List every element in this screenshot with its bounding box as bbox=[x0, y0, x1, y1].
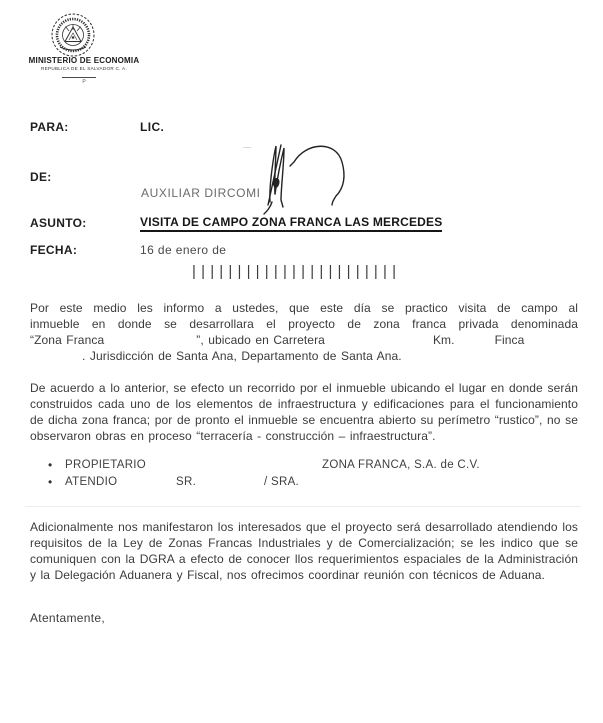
paragraph-1-line2: inmueble en donde se desarrollara el proyecto de zona franca privada denominada bbox=[30, 317, 578, 331]
faint-scan-line bbox=[25, 506, 581, 507]
field-value-de: AUXILIAR DIRCOMI bbox=[141, 186, 261, 200]
paragraph-2: De acuerdo a lo anterior, se efecto un recorrido por el inmueble ubicando el lugar en donde serán construidos cada uno de los elementos de infraestructura y edificaciones para el funcionamiento de dicha zona franca; por de pronto el inmueble se encuentra abierto su perímetro “rustico”, no se observaron obras en proceso “terracería - construcción – infraestructura”. bbox=[30, 381, 578, 443]
bullet-atendio-label: ATENDIO bbox=[65, 476, 118, 488]
p1-seg-carretera: ”, ubicado en Carretera bbox=[196, 333, 325, 347]
bullet-propietario-label: PROPIETARIO bbox=[65, 459, 147, 471]
subject-underlined-text: VISITA DE CAMPO ZONA FRANCA LAS MERCEDES bbox=[140, 215, 442, 232]
paragraph-1 bbox=[30, 300, 578, 364]
ministry-name: MINISTERIO DE ECONOMIA bbox=[28, 56, 140, 65]
paragraph-1-line4: . Jurisdicción de Santa Ana, Departamento de Santa Ana. bbox=[82, 349, 402, 363]
paragraph-1-line1: Por este medio les informo a ustedes, que este día se practico visita de campo al bbox=[30, 301, 578, 315]
paragraph-1-line3 bbox=[30, 332, 578, 348]
bullet-propietario bbox=[0, 459, 603, 476]
field-value-para: LIC. bbox=[140, 120, 165, 134]
redacted-gap bbox=[455, 343, 495, 344]
republic-line: REPUBLICA DE EL SALVADOR C. A. bbox=[40, 66, 127, 71]
field-value-fecha: 16 de enero de bbox=[140, 243, 227, 257]
redacted-gap bbox=[104, 343, 196, 344]
bullet-atendio bbox=[0, 476, 603, 493]
closing-line: Atentamente, bbox=[30, 611, 105, 625]
letterhead-divider bbox=[62, 77, 96, 78]
signature-scribble bbox=[250, 136, 360, 216]
bullet-atendio-sr: SR. bbox=[176, 476, 197, 488]
bullet-icon: • bbox=[48, 475, 53, 489]
bullet-propietario-value: ZONA FRANCA, S.A. de C.V. bbox=[322, 459, 480, 471]
redaction-bars: ||||||||||||||||||||||| bbox=[192, 263, 402, 280]
bullet-icon: • bbox=[48, 458, 53, 472]
bullet-atendio-sra: / SRA. bbox=[264, 476, 300, 488]
letterhead-mark: P bbox=[82, 79, 86, 85]
field-label-de: DE: bbox=[30, 170, 52, 184]
field-label-asunto: ASUNTO: bbox=[30, 216, 87, 230]
coat-of-arms-seal-icon bbox=[50, 13, 96, 59]
field-label-para: PARA: bbox=[30, 120, 69, 134]
p1-seg-zona-franca: “Zona Franca bbox=[30, 333, 105, 347]
p1-seg-km: Km. bbox=[432, 333, 455, 347]
paragraph-3: Adicionalmente nos manifestaron los interesados que el proyecto será desarrollado atendiendo los requisitos de la Ley de Zonas Francas Industriales y de Comercialización; se les indico que se comuniquen con la DGRA a efecto de conocer llos requerimientos espaciales de la Administración y la Delegación Aduanera y Fiscal, nos ofrecimos coordinar reunión con técnicos de Aduana. bbox=[30, 520, 578, 582]
field-label-fecha: FECHA: bbox=[30, 243, 78, 257]
redacted-gap bbox=[325, 343, 433, 344]
p1-seg-finca: Finca bbox=[494, 333, 525, 347]
field-value-asunto bbox=[140, 215, 442, 229]
